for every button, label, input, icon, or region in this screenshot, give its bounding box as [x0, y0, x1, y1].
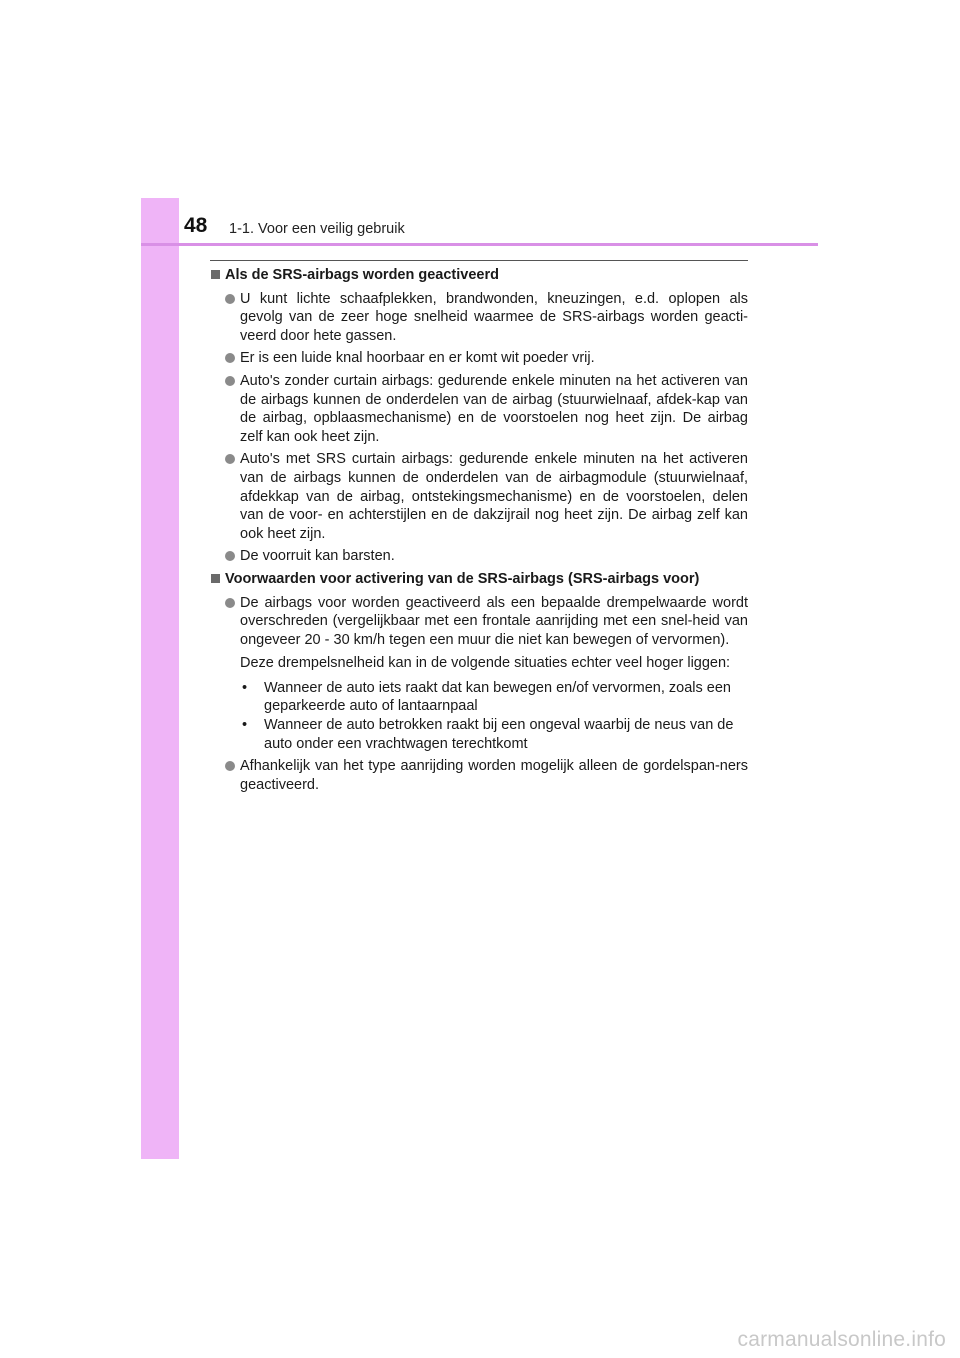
list-item [225, 547, 748, 566]
square-bullet-icon [211, 270, 220, 279]
list-item-text: De voorruit kan barsten. [240, 548, 395, 565]
list-item [225, 757, 748, 794]
circle-bullet-icon [225, 454, 235, 464]
sub-list-item [240, 679, 748, 716]
section-heading-text: Als de SRS-airbags worden geactiveerd [225, 267, 499, 283]
section-heading [210, 570, 748, 589]
list-item-text: Afhankelijk van het type aanrijding worden mogelijk alleen de gordelspan-ners geactiveerd. [240, 758, 748, 793]
page-number: 48 [184, 214, 208, 237]
list-item [225, 349, 748, 368]
list-item-text: Auto's zonder curtain airbags: gedurende enkele minuten na het activeren van de airbags kunnen de onderdelen van de airbag (stuurwielnaaf, afdek-kap van de airbag, opblaasmechanisme) en de voorstoelen nog heet zijn. De airbag zelf kan ook heet zijn. [240, 372, 748, 445]
list-item [225, 290, 748, 346]
list-item [225, 372, 748, 446]
dot-bullet: • [242, 717, 248, 734]
list-item-text: Auto's met SRS curtain airbags: gedurende enkele minuten na het activeren van de airbags kunnen de onderdelen van de airbagmodule (stuurwielnaaf, afdekkap van de airbag, ontstekingsmechanisme) en de voorstoelen, delen van de voor- en achterstijlen en de dakzijrail nog heet zijn. De airbag zelf kan ook heet zijn. [240, 451, 748, 542]
circle-bullet-icon [225, 598, 235, 608]
section-heading [210, 266, 748, 285]
square-bullet-icon [211, 574, 220, 583]
sub-list-item-text: Wanneer de auto betrokken raakt bij een ongeval waarbij de neus van de auto onder een vrachtwagen terechtkomt [264, 717, 734, 752]
section-title: 1-1. Voor een veilig gebruik [229, 221, 405, 237]
side-tab-band [141, 198, 179, 1159]
circle-bullet-icon [225, 551, 235, 561]
page-content [210, 266, 748, 798]
list-item [225, 450, 748, 543]
sub-list-item-text: Wanneer de auto iets raakt dat kan bewegen en/of vervormen, zoals een geparkeerde auto of lantaarnpaal [264, 679, 731, 715]
list-item-text: Er is een luide knal hoorbaar en er komt wit poeder vrij. [240, 350, 595, 367]
list-item-text: U kunt lichte schaafplekken, brandwonden, kneuzingen, e.d. oplopen als gevolg van de zeer hoge snelheid waarmee de SRS-airbags worden geacti-veerd door hete gassen. [240, 290, 748, 344]
section-heading-text: Voorwaarden voor activering van de SRS-airbags (SRS-airbags voor) [225, 570, 700, 587]
watermark-link[interactable]: carmanualsonline.info [737, 1328, 946, 1351]
content-divider [210, 260, 748, 261]
circle-bullet-icon [225, 761, 235, 771]
circle-bullet-icon [225, 376, 235, 386]
circle-bullet-icon [225, 353, 235, 363]
header-rule [141, 243, 818, 246]
header-tab [141, 198, 179, 243]
sub-list-item [240, 716, 748, 753]
dot-bullet: • [242, 679, 248, 696]
paragraph: Deze drempelsnelheid kan in de volgende situaties echter veel hoger liggen: [240, 655, 731, 672]
list-item-text: De airbags voor worden geactiveerd als een bepaalde drempelwaarde wordt overschreden (vergelijkbaar met een frontale aanrijding met een snel-heid van ongeveer 20 - 30 km/h tegen een muur die niet kan bewegen of vervormen). [240, 594, 748, 648]
list-item [225, 594, 748, 650]
circle-bullet-icon [225, 294, 235, 304]
